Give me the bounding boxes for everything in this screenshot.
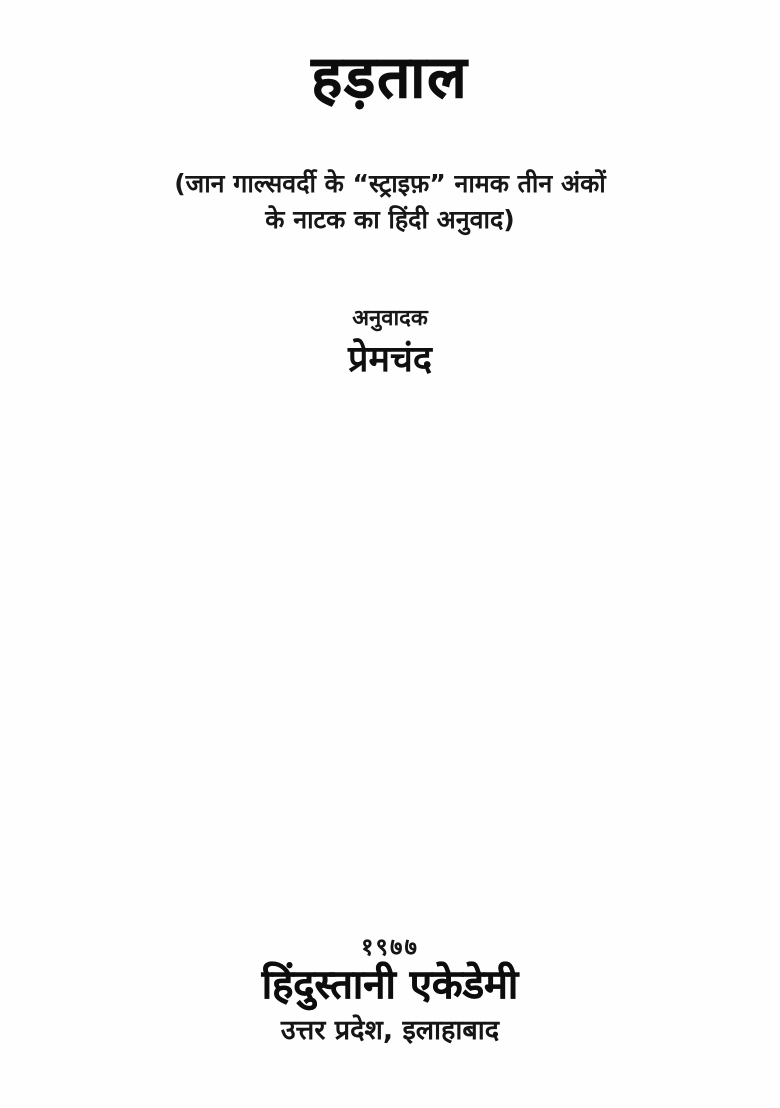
subtitle-line-1: (जान गाल्सवर्दी के “स्ट्राइफ़” नामक तीन अंकों	[174, 169, 606, 198]
book-title: हड़ताल	[311, 43, 469, 111]
translator-name: प्रेमचंद	[348, 339, 432, 380]
publisher-name: हिंदुस्तानी एकेडेमी	[261, 962, 519, 1008]
publisher-location: उत्तर प्रदेश, इलाहाबाद	[280, 1015, 500, 1046]
publication-year: १९७७	[361, 933, 419, 961]
subtitle-line-2: के नाटक का हिंदी अनुवाद)	[265, 205, 515, 234]
subtitle-block	[0, 166, 780, 238]
translator-label: अनुवादक	[352, 306, 428, 331]
